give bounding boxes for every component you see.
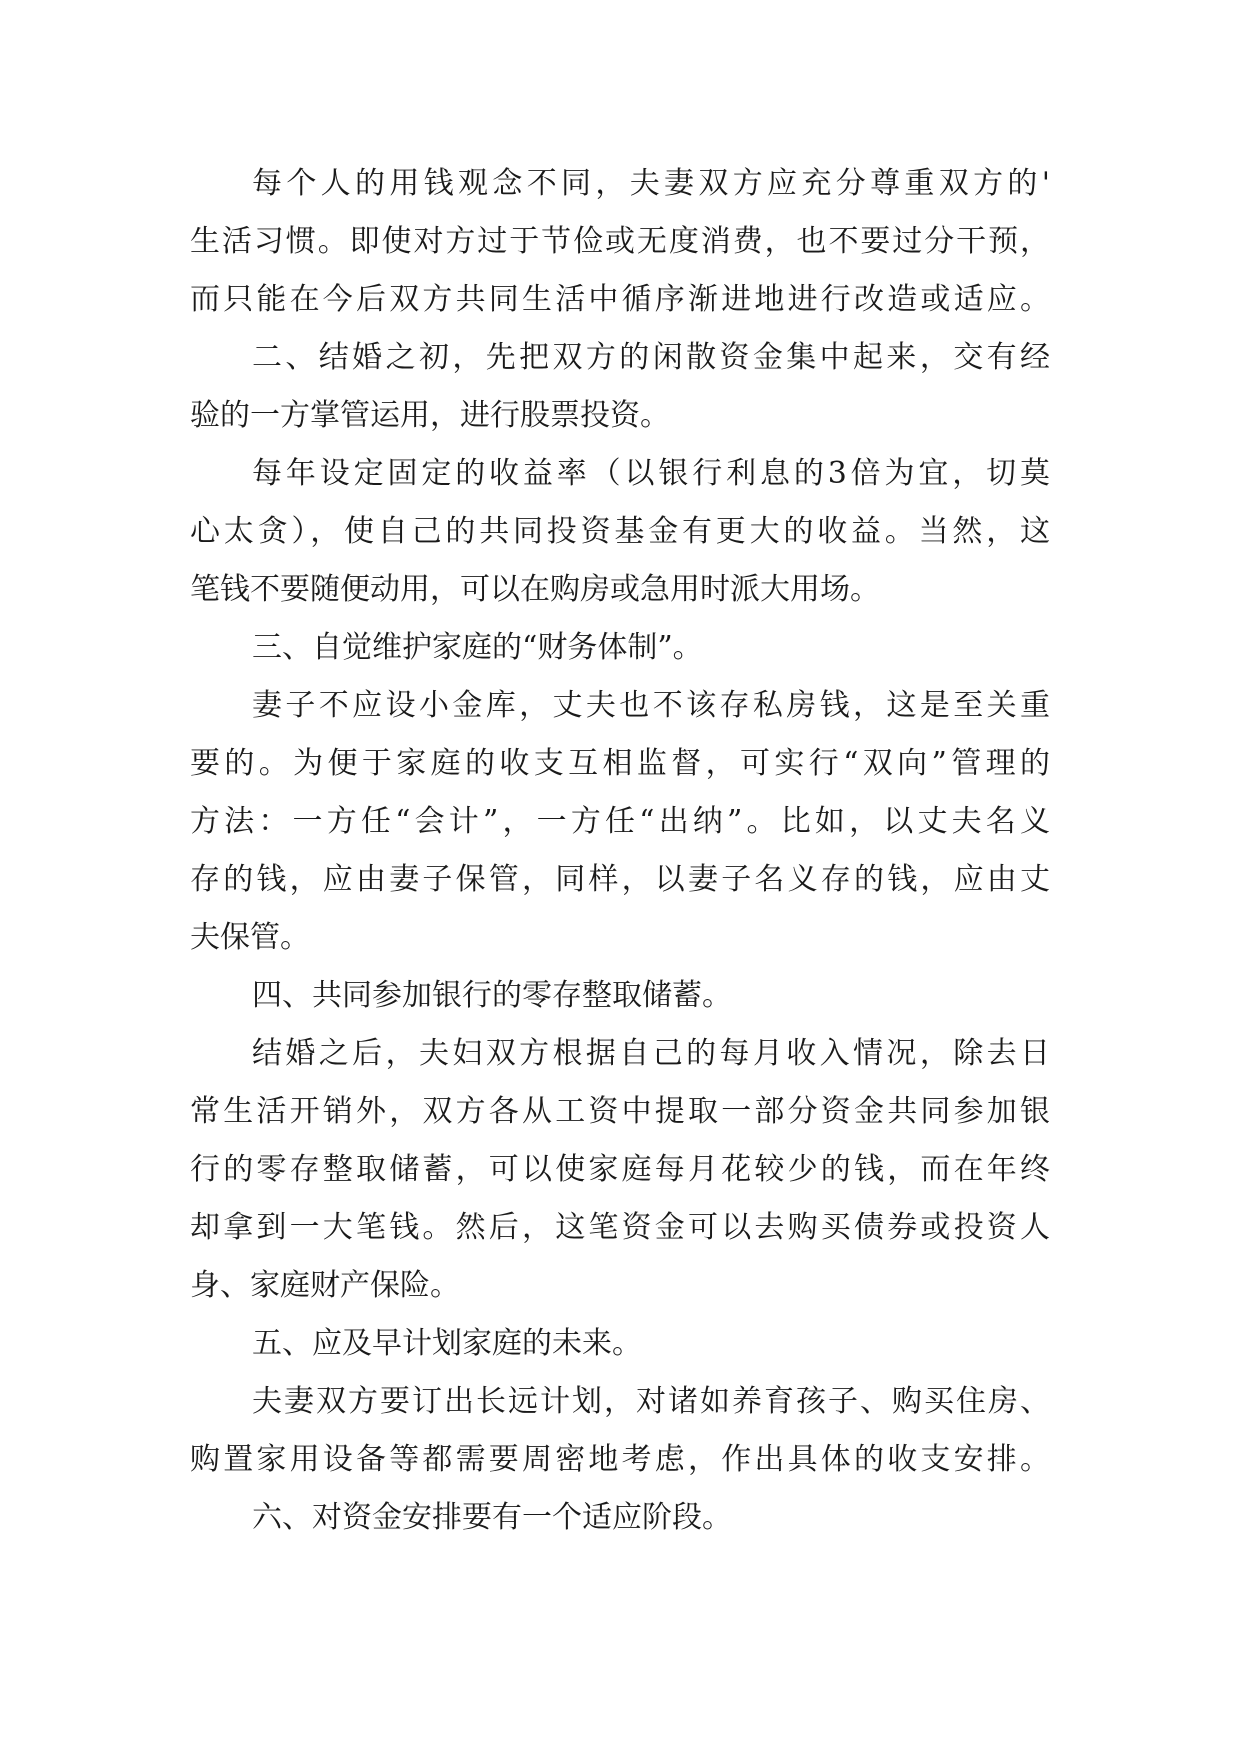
text-line: 二、结婚之初，先把双方的闲散资金集中起来，交有经: [252, 340, 1050, 375]
text-line: 夫妻双方要订出长远计划，对诸如养育孩子、购买住房、: [252, 1384, 1050, 1419]
text-line: 结婚之后，夫妇双方根据自己的每月收入情况，除去日: [252, 1036, 1050, 1071]
text-line: 妻子不应设小金库，丈夫也不该存私房钱，这是至关重: [252, 688, 1050, 723]
text-line: 三、自觉维护家庭的“财务体制”。: [252, 630, 703, 665]
text-line: 验的一方掌管运用，进行股票投资。: [190, 398, 670, 433]
text-line: 四、共同参加银行的零存整取储蓄。: [252, 978, 732, 1013]
text-line: 却拿到一大笔钱。然后，这笔资金可以去购买债券或投资人: [190, 1210, 1050, 1245]
text-line: 每年设定固定的收益率（以银行利息的3倍为宜，切莫: [252, 456, 1050, 491]
text-line: 方法：一方任“会计”，一方任“出纳”。比如，以丈夫名义: [190, 804, 1050, 839]
text-line: 要的。为便于家庭的收支互相监督，可实行“双向”管理的: [190, 746, 1050, 781]
text-line: 而只能在今后双方共同生活中循序渐进地进行改造或适应。: [190, 282, 1050, 317]
text-line: 行的零存整取储蓄，可以使家庭每月花较少的钱，而在年终: [190, 1152, 1050, 1187]
text-line: 存的钱，应由妻子保管，同样，以妻子名义存的钱，应由丈: [190, 862, 1050, 897]
text-line: 夫保管。: [190, 920, 310, 955]
text-line: 六、对资金安排要有一个适应阶段。: [252, 1500, 732, 1535]
text-line: 五、应及早计划家庭的未来。: [252, 1326, 642, 1361]
document-body: [190, 155, 1050, 1547]
text-line: 生活习惯。即使对方过于节俭或无度消费，也不要过分干预，: [190, 224, 1050, 259]
text-line: 心太贪），使自己的共同投资基金有更大的收益。当然，这: [190, 514, 1050, 549]
text-line: 身、家庭财产保险。: [190, 1268, 460, 1303]
text-line: 每个人的用钱观念不同，夫妻双方应充分尊重双方的': [252, 166, 1050, 201]
text-line: 常生活开销外，双方各从工资中提取一部分资金共同参加银: [190, 1094, 1050, 1129]
text-line: 购置家用设备等都需要周密地考虑，作出具体的收支安排。: [190, 1442, 1050, 1477]
text-line: 笔钱不要随便动用，可以在购房或急用时派大用场。: [190, 572, 880, 607]
